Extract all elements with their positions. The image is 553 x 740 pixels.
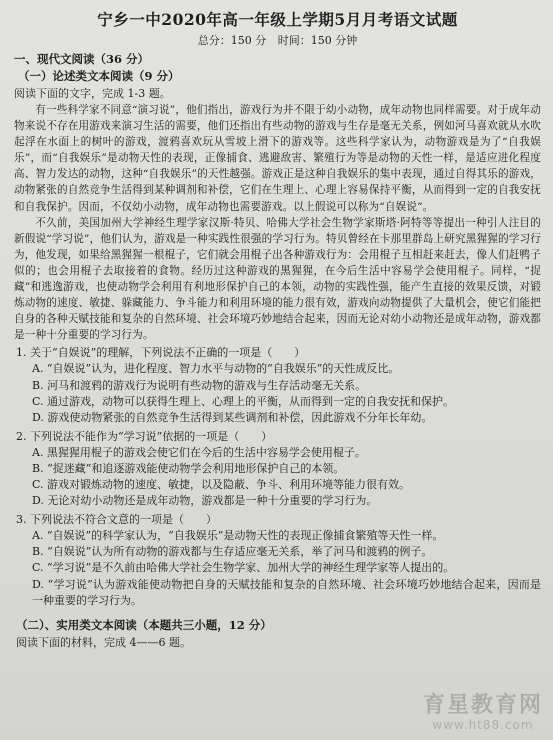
section-2-heading: （二）、实用类文本阅读（本题共三小题，12 分） xyxy=(16,618,272,633)
section-2-instruction: 阅读下面的材料，完成 4——6 题。 xyxy=(16,636,191,650)
question-3-option-c: C. “学习说”是不久前由哈佛大学社会生物学家、加州大学的神经生理学家等人提出的。 xyxy=(32,561,455,575)
watermark-name: 育星教育网 xyxy=(422,693,543,718)
watermark-url: www.ht88.com xyxy=(432,718,534,732)
question-3-option-b: B. “自娱说”认为所有动物的游戏都与生存适应毫无关系，举了河马和渡鸦的例子。 xyxy=(32,545,433,559)
question-1-option-a: A. “自娱说”认为，进化程度、智力水平与动物的“自我娱乐”的天性成反比。 xyxy=(32,362,400,376)
question-1-option-d: D. 游戏使动物紧张的自然竞争生活得到某些调剂和补偿，因此游戏不分年长年幼。 xyxy=(32,411,433,425)
passage-paragraph-2: 不久前，美国加州大学神经生理学家汉斯·特贝、哈佛大学社会生物学家斯塔·阿特等等提出一种引人注目的新假说“学习说”，他们认为，游戏是一种实践性很强的学习行为。特贝曾经在卡那里群岛上研究黑猩猩的学习行为，他发现，如果给黑猩猩一根棍子，它们就会用棍子出各种游戏行为：会用棍子互相赶来赶去，像人们赶鸭子似的；也会用棍子去取接着的食物。经历过这种游戏的黑猩猩，在今后生活中容易学会使用棍子。同样，“捉藏”和逃逸游戏，也使动物学会利用有利地形保护自己的本领，动物的实践性强，能产生直接的效果反馈，对锻炼动物的速度、敏捷、躲藏能力、争斗能力和利用环境的能力很有效，游戏向动物提供了大量机会，使它们能把自身的各种天赋技能和复杂的自然环境、社会环境巧妙地结合起来，因而无论对幼小动物还是成年动物，游戏都是一种十分重要的学习行为。 xyxy=(14,216,541,342)
question-3-option-a: A. “自娱说”的科学家认为，“自我娱乐”是动物天性的表现正像捕食繁殖等天性一样。 xyxy=(32,528,444,542)
exam-time: 时间：150 分钟 xyxy=(277,34,358,47)
reading-instruction: 阅读下面的文字，完成 1-3 题。 xyxy=(14,87,171,100)
question-3-option-d: D. “学习说”认为游戏能使动物把自身的天赋技能和复杂的自然环境、社会环境巧妙地结合起来，因而是一种重要的学习行为。 xyxy=(32,577,541,607)
question-1-stem: 1. 关于“自娱说”的理解，下列说法不正确的一项是（ ） xyxy=(16,346,306,360)
question-2-option-c: C. 游戏对锻炼动物的速度、敏捷，以及隐蔽、争斗、利用环境等能力很有效。 xyxy=(32,478,411,492)
question-2-option-d: D. 无论对幼小动物还是成年动物，游戏都是一种十分重要的学习行为。 xyxy=(32,494,378,508)
section-heading: 一、现代文阅读（36 分） xyxy=(14,52,150,66)
question-1-option-c: C. 通过游戏，动物可以获得生理上、心理上的平衡，从而得到一定的自我安抚和保护。 xyxy=(32,395,455,408)
exam-title: 宁乡一中2020年高一年级上学期5月月考语文试题 xyxy=(97,10,458,29)
total-score: 总分：150 分 xyxy=(197,34,267,47)
question-3-stem: 3. 下列说法不符合文意的一项是（ ） xyxy=(16,512,217,526)
subsection-heading: （一）论述类文本阅读（9 分） xyxy=(18,69,180,83)
exam-meta xyxy=(14,32,541,48)
question-2-stem: 2. 下列说法不能作为“学习说”依据的一项是（ ） xyxy=(16,429,273,443)
question-2-option-b: B. “捉迷藏”和追逐游戏能使动物学会利用地形保护自己的本领。 xyxy=(32,461,345,475)
site-watermark xyxy=(419,694,547,736)
question-1-option-b: B. 河马和渡鸦的游戏行为说明有些动物的游戏与生存活动毫无关系。 xyxy=(32,378,367,392)
question-2-option-a: A. 黑猩猩用棍子的游戏会使它们在今后的生活中容易学会使用棍子。 xyxy=(32,445,366,459)
passage-paragraph-1: 有一些科学家不同意“演习说”，他们指出，游戏行为并不限于幼小动物，成年动物也同样需要。对于成年动物来说不存在用游戏来演习生活的需要，他们还指出有些动物的游戏与生存是毫无关系，例如河马喜欢就从水吹起浮在水面上的树叶的游戏，渡鸦喜欢玩从雪坡上滑下的游戏等。这些科学家认为，动物游戏是为了“自我娱乐”，而“自我娱乐”是动物天性的表现，正像捕食、逃避敌害、繁殖行为等是动物的天性一样，是适应进化程度高、智力发达的动物，这种“自我娱乐”的天性越强。游戏正是这种自我娱乐的集中表现，通过自得其乐的游戏，动物紧张的自然竞争生活得到某种调剂和补偿，它们在生理上、心理上容易保持平衡，从而得到一定的自我安抚和自我保护。因而，不仅幼小动物，成年动物也需要游戏。以上假说可以称为“自娱说”。 xyxy=(14,104,541,213)
